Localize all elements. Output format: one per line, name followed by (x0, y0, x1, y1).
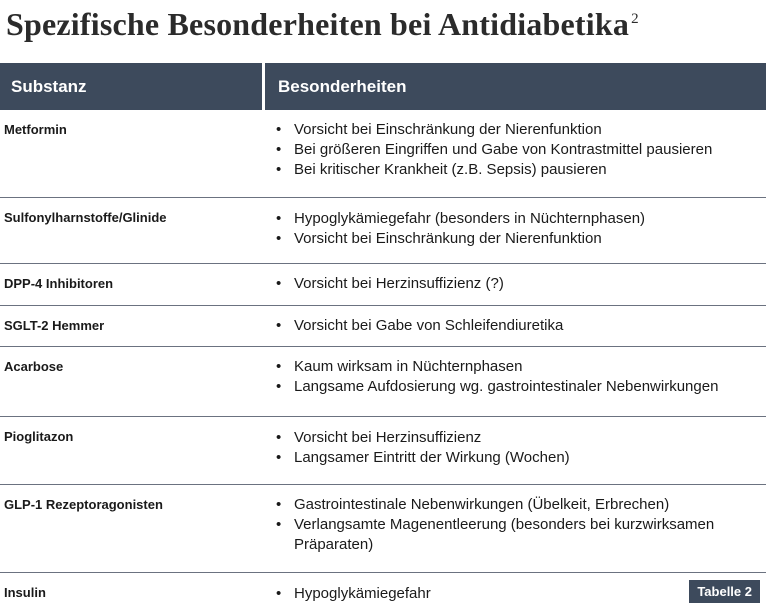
feature-item: • Bei größeren Eingriffen und Gabe von Kontrastmittel pausieren (274, 140, 766, 160)
substance-cell: Metformin (4, 122, 67, 137)
feature-item: • Vorsicht bei Gabe von Schleifendiuretika (274, 316, 766, 336)
antidiabetics-table (0, 63, 766, 613)
table-row (0, 306, 766, 347)
substance-cell: Sulfonylharnstoffe/Glinide (4, 210, 167, 225)
feature-item: • Vorsicht bei Herzinsuffizienz (?) (274, 274, 766, 294)
features-cell (265, 485, 766, 572)
features-cell (265, 264, 766, 305)
feature-item: • Kaum wirksam in Nüchternphasen (274, 357, 766, 377)
features-list (274, 357, 766, 397)
table-row (0, 417, 766, 485)
table-row (0, 347, 766, 417)
substance-cell: GLP-1 Rezeptoragonisten (4, 497, 163, 512)
substance-cell: SGLT-2 Hemmer (4, 318, 105, 333)
feature-item: • Hypoglykämiegefahr (274, 584, 766, 604)
table-header (0, 63, 766, 110)
feature-item: • Vorsicht bei Einschränkung der Nierenfunktion (274, 229, 766, 249)
features-list (274, 316, 766, 336)
header-substance: Substanz (11, 76, 87, 96)
features-cell (265, 198, 766, 263)
substance-cell: Insulin (4, 585, 46, 600)
features-cell (265, 347, 766, 416)
title-text: Spezifische Besonderheiten bei Antidiabetika (6, 6, 630, 42)
table-row (0, 264, 766, 306)
substance-cell: Pioglitazon (4, 429, 74, 444)
table-row (0, 198, 766, 264)
title-footnote-ref: 2 (631, 11, 639, 28)
features-list (274, 428, 766, 468)
feature-item: • Langsamer Eintritt der Wirkung (Wochen) (274, 448, 766, 468)
feature-item: • Bei kritischer Krankheit (z.B. Sepsis) pausieren (274, 160, 766, 180)
features-list (274, 274, 766, 294)
feature-item: • Verlangsamte Magenentleerung (besonders bei kurzwirksamen Präparaten) (274, 515, 766, 555)
substance-cell: Acarbose (4, 359, 64, 374)
table-body (0, 110, 766, 613)
features-list (274, 209, 766, 249)
features-list (274, 495, 766, 555)
features-cell (265, 306, 766, 346)
features-cell (265, 417, 766, 484)
feature-item: • Hypoglykämiegefahr (besonders in Nüchternphasen) (274, 209, 766, 229)
table-row (0, 485, 766, 573)
substance-cell: DPP-4 Inhibitoren (4, 276, 114, 291)
header-features: Besonderheiten (278, 76, 407, 96)
feature-item: • Vorsicht bei Einschränkung der Nierenfunktion (274, 120, 766, 140)
features-cell (265, 110, 766, 197)
feature-item: • Vorsicht bei Herzinsuffizienz (274, 428, 766, 448)
features-list (274, 120, 766, 180)
feature-item: • Langsame Aufdosierung wg. gastrointestinaler Nebenwirkungen (274, 377, 766, 397)
table-row (0, 110, 766, 198)
feature-item: • Gastrointestinale Nebenwirkungen (Übelkeit, Erbrechen) (274, 495, 766, 515)
table-row (0, 573, 766, 613)
table-number-badge: Tabelle 2 (689, 580, 760, 603)
page-title (6, 6, 639, 43)
